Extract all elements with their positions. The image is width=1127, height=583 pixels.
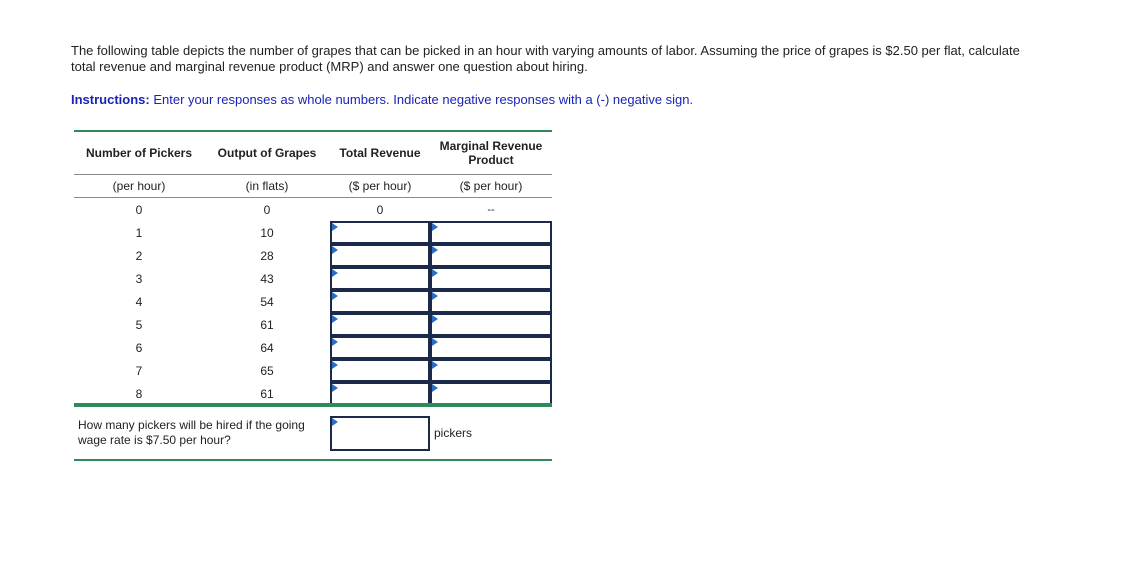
mrp-cell: [430, 221, 552, 244]
grape-table-container: [74, 130, 552, 407]
total-revenue-input[interactable]: [330, 382, 430, 405]
mrp-cell: [430, 313, 552, 336]
total-revenue-cell: [330, 290, 430, 313]
header-total-revenue: Total Revenue: [339, 146, 421, 160]
question-line-1: How many pickers will be hired if the going: [78, 418, 305, 432]
output-cell: 43: [260, 271, 274, 286]
mrp-cell: [430, 336, 552, 359]
total-revenue-input[interactable]: [330, 336, 430, 359]
table-row: [74, 382, 552, 405]
total-revenue-input[interactable]: [330, 267, 430, 290]
hiring-question: [74, 403, 552, 461]
pickers-cell: 8: [135, 386, 143, 401]
total-revenue-input[interactable]: [330, 313, 430, 336]
table-body: [74, 198, 552, 406]
output-cell: 61: [260, 386, 274, 401]
unit-total-revenue: ($ per hour): [330, 175, 430, 198]
table-row: [74, 313, 552, 336]
mrp-input[interactable]: [430, 267, 552, 290]
pickers-cell: 4: [135, 294, 143, 309]
mrp-input[interactable]: [430, 336, 552, 359]
output-cell: 10: [260, 225, 274, 240]
mrp-input[interactable]: [430, 382, 552, 405]
output-cell: 65: [260, 363, 274, 378]
header-mrp-line-1: Marginal Revenue: [439, 139, 543, 153]
pickers-cell: 2: [135, 248, 143, 263]
table-units-row: [74, 175, 552, 198]
total-revenue-input[interactable]: [330, 221, 430, 244]
mrp-cell: [430, 382, 552, 405]
mrp-cell: [430, 244, 552, 267]
table-row: [74, 359, 552, 382]
total-revenue-input[interactable]: [330, 359, 430, 382]
mrp-cell: [430, 359, 552, 382]
mrp-cell: --: [487, 203, 495, 216]
mrp-input[interactable]: [430, 290, 552, 313]
grape-table: [74, 132, 552, 405]
total-revenue-cell: [330, 382, 430, 405]
instructions-label: Instructions:: [71, 92, 150, 107]
pickers-cell: 3: [135, 271, 143, 286]
table-row: [74, 244, 552, 267]
output-cell: 54: [260, 294, 274, 309]
mrp-input[interactable]: [430, 359, 552, 382]
mrp-cell: [430, 267, 552, 290]
mrp-cell: [430, 290, 552, 313]
output-cell: 0: [263, 202, 271, 217]
unit-mrp: ($ per hour): [430, 175, 552, 198]
table-header-row: [74, 132, 552, 175]
pickers-cell: 6: [135, 340, 143, 355]
total-revenue-cell: [330, 221, 430, 244]
question-line-2: wage rate is $7.50 per hour?: [78, 433, 231, 447]
table-row: [74, 221, 552, 244]
table-row: [74, 198, 552, 222]
pickers-hired-input[interactable]: [330, 416, 430, 451]
total-revenue-cell: [330, 267, 430, 290]
unit-pickers: (per hour): [74, 175, 204, 198]
table-row: [74, 290, 552, 313]
pickers-cell: 5: [135, 317, 143, 332]
unit-output: (in flats): [204, 175, 330, 198]
instructions: [71, 92, 693, 108]
total-revenue-input[interactable]: [330, 244, 430, 267]
total-revenue-cell: [330, 336, 430, 359]
question-text: [78, 418, 330, 448]
intro-text: [71, 43, 1111, 75]
total-revenue-cell: [330, 313, 430, 336]
pickers-cell: 1: [135, 225, 143, 240]
mrp-input[interactable]: [430, 244, 552, 267]
mrp-input[interactable]: [430, 313, 552, 336]
total-revenue-cell: [330, 244, 430, 267]
header-output-of-grapes: Output of Grapes: [217, 146, 317, 160]
total-revenue-input[interactable]: [330, 290, 430, 313]
total-revenue-cell: 0: [376, 202, 384, 217]
mrp-input[interactable]: [430, 221, 552, 244]
pickers-unit-label: pickers: [434, 426, 473, 440]
output-cell: 28: [260, 248, 274, 263]
table-row: [74, 336, 552, 359]
instructions-text: Enter your responses as whole numbers. Indicate negative responses with a (-) negative sign.: [149, 92, 694, 107]
intro-line-2: total revenue and marginal revenue product (MRP) and answer one question about hiring.: [71, 59, 588, 74]
header-number-of-pickers: Number of Pickers: [85, 146, 193, 160]
output-cell: 61: [260, 317, 274, 332]
pickers-cell: 7: [135, 363, 143, 378]
header-marginal-revenue-product: [430, 132, 552, 175]
total-revenue-cell: [330, 359, 430, 382]
output-cell: 64: [260, 340, 274, 355]
table-row: [74, 267, 552, 290]
intro-line-1: The following table depicts the number of grapes that can be picked in an hour with varying amounts of labor. Assuming the price of grapes is $2.50 per flat, calculate: [71, 43, 1020, 58]
pickers-cell: 0: [135, 202, 143, 217]
header-mrp-line-2: Product: [468, 153, 514, 167]
